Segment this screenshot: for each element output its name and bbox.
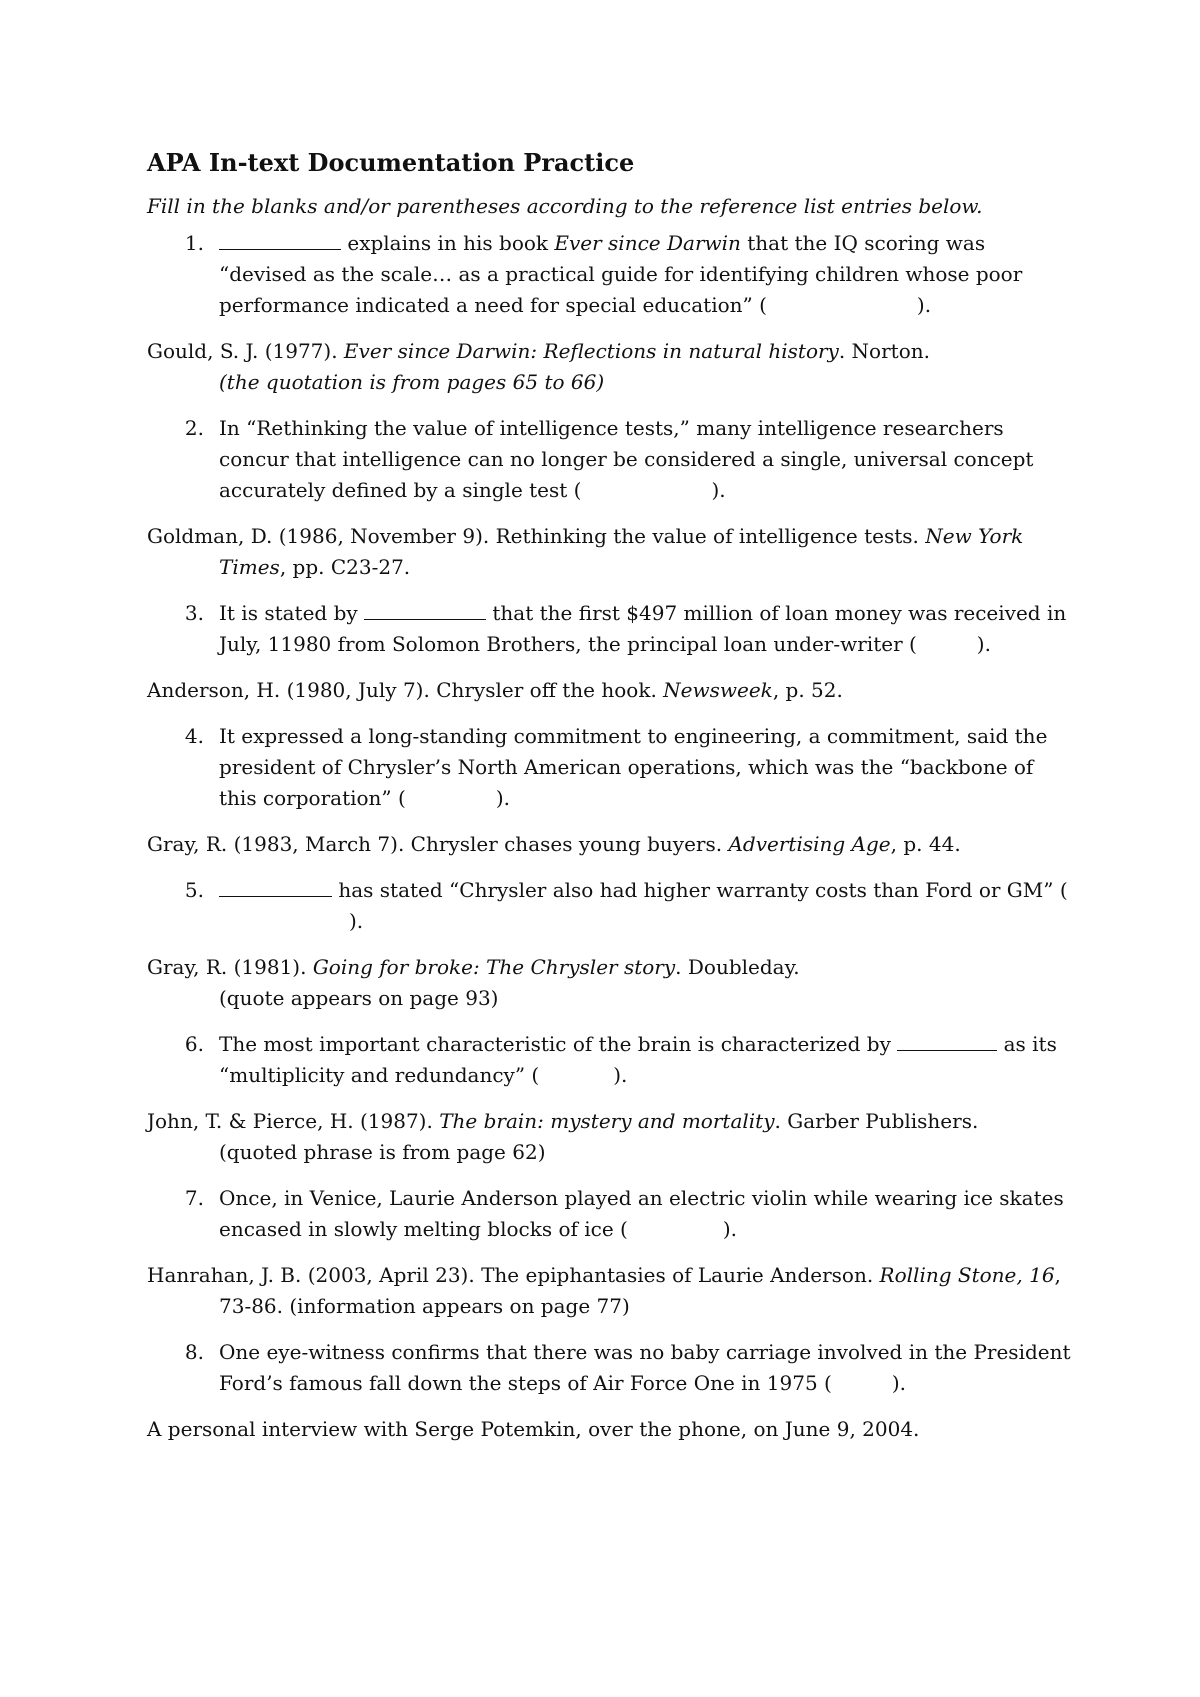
instructions: Fill in the blanks and/or parentheses according to the reference list entries below. [147,194,983,218]
document-page [147,148,1077,1460]
exercise-item-7 [147,1183,1077,1245]
item-number: 8. [184,1340,204,1364]
item-text: In “Rethinking the value of intelligence tests,” many intelligence researchers concur that intelligence can no longer be considered a single, universal concept accurately defined by a single test ( ). [219,416,1034,502]
fill-in-blank [219,248,341,250]
exercise-item-6 [147,1029,1077,1091]
exercise-item-4 [147,721,1077,814]
exercise-item-1 [147,228,1077,321]
item-number: 1. [184,231,204,255]
item-text: Once, in Venice, Laurie Anderson played an electric violin while wearing ice skates encased in slowly melting blocks of ice ( ). [219,1186,1064,1241]
reference-note: (quote appears on page 93) [219,986,499,1010]
reference-entry-gray-1983: Gray, R. (1983, March 7). Chrysler chases young buyers. Advertising Age, p. 44. [147,832,961,856]
page-title: APA In-text Documentation Practice [147,148,635,177]
exercise-item-3 [147,598,1077,660]
item-number: 7. [184,1186,204,1210]
reference-entry-interview: A personal interview with Serge Potemkin, over the phone, on June 9, 2004. [147,1417,920,1441]
reference-note: (quoted phrase is from page 62) [219,1140,546,1164]
exercise-item-2 [147,413,1077,506]
fill-in-blank [364,618,486,620]
exercise-item-8 [147,1337,1077,1399]
exercise-item-5 [147,875,1077,937]
item-text: has stated “Chrysler also had higher warranty costs than Ford or GM” (). [219,875,1077,937]
reference-entry-goldman: Goldman, D. (1986, November 9). Rethinking the value of intelligence tests. New York Times, pp. C23-27. [147,524,1024,579]
reference-entry-john-pierce: John, T. & Pierce, H. (1987). The brain: mystery and mortality. Garber Publishers. (quoted phrase is from page 62) [147,1106,1077,1168]
item-number: 4. [184,724,204,748]
item-number: 6. [184,1032,204,1056]
item-text: explains in his book Ever since Darwin that the IQ scoring was “devised as the scale… as a practical guide for identifying children whose poor performance indicated a need for special education” ( ). [219,231,1023,317]
reference-entry-anderson: Anderson, H. (1980, July 7). Chrysler off the hook. Newsweek, p. 52. [147,678,843,702]
reference-entry-hanrahan: Hanrahan, J. B. (2003, April 23). The epiphantasies of Laurie Anderson. Rolling Stone, 16, 73-86. (information appears on page 77) [147,1263,1061,1318]
fill-in-blank [219,895,332,897]
item-number: 5. [184,878,204,902]
item-text: It expressed a long-standing commitment to engineering, a commitment, said the president of Chrysler’s North American operations, which was the “backbone of this corporation” ( ). [219,724,1048,810]
reference-entry-gould: Gould, S. J. (1977). Ever since Darwin: Reflections in natural history. Norton. (the quotation is from pages 65 to 66) [147,336,1077,398]
reference-entry-gray-1981: Gray, R. (1981). Going for broke: The Chrysler story. Doubleday. (quote appears on page 93) [147,952,1077,1014]
item-text: One eye-witness confirms that there was no baby carriage involved in the President Ford’s famous fall down the steps of Air Force One in 1975 ( ). [219,1340,1071,1395]
reference-note: (the quotation is from pages 65 to 66) [219,370,605,394]
item-number: 2. [184,416,204,440]
item-text: It is stated by that the first $497 million of loan money was received in July, 11980 from Solomon Brothers, the principal loan under-writer ( ). [219,601,1067,656]
fill-in-blank [897,1049,997,1051]
item-text: The most important characteristic of the brain is characterized by as its “multiplicity and redundancy” ( ). [219,1032,1057,1087]
item-number: 3. [184,601,204,625]
